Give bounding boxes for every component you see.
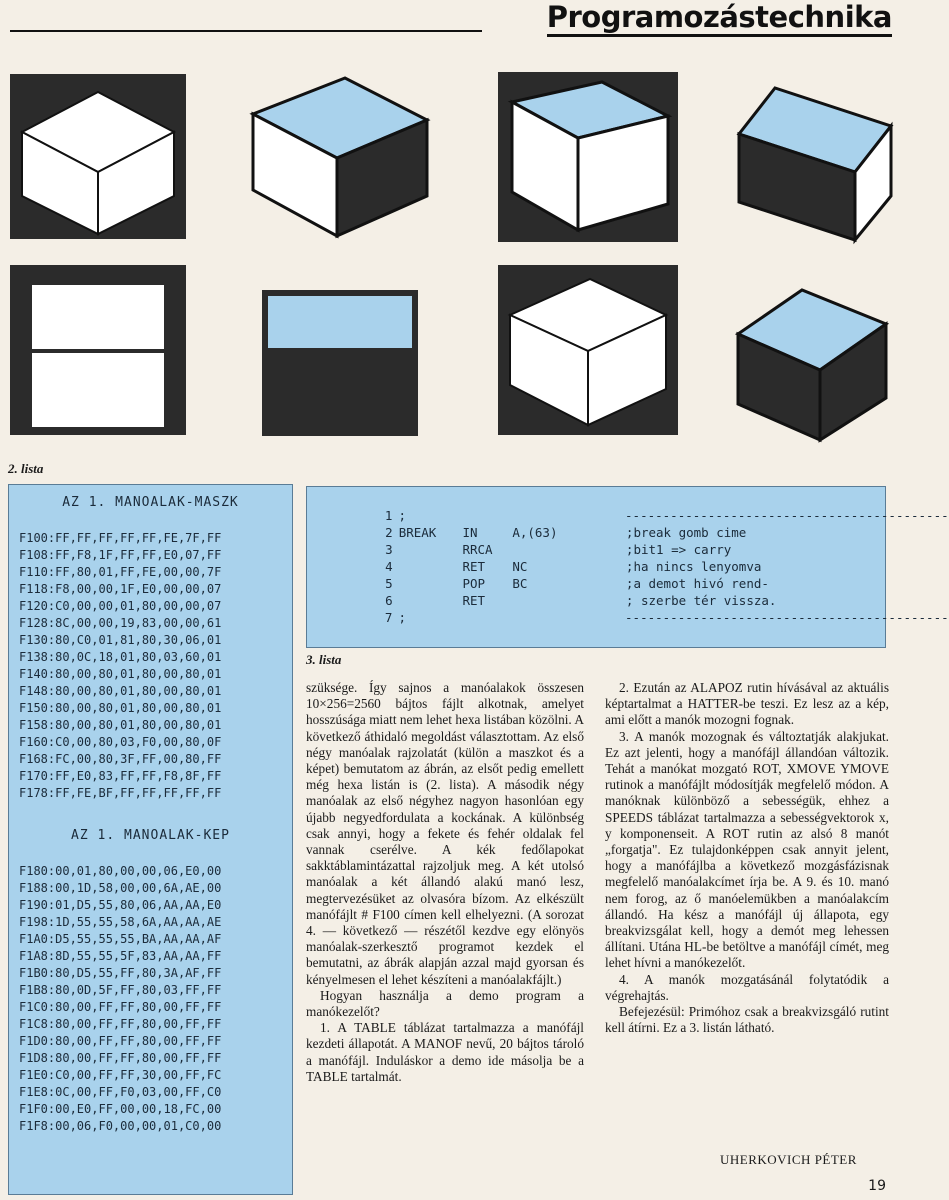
listing-arg: NC xyxy=(512,559,528,574)
listing-op xyxy=(462,609,512,626)
paragraph: 4. A manók mozgatásánál folytatódik a végrehajtás. xyxy=(605,971,889,1003)
paragraph: 2. Ezután az ALAPOZ rutin hívásával az aktuális képtartalmat a HATTER-be teszi. Ez lesz az a kép, ami előtt a manók mozogni fognak. xyxy=(605,680,889,728)
listing-row xyxy=(307,575,885,592)
hex-line: F190:01,D5,55,80,06,AA,AA,E0 xyxy=(19,898,222,912)
hex-line: F1D8:80,00,FF,FF,80,00,FF,FF xyxy=(19,1051,222,1065)
listing-row xyxy=(307,558,885,575)
listing-comment: ;bit1 => carry xyxy=(625,542,732,557)
listing-comment: ------------------------------------------- xyxy=(625,508,949,523)
mask-title: AZ 1. MANOALAK-MASZK xyxy=(62,495,239,510)
author-signature: UHERKOVICH PÉTER xyxy=(720,1152,857,1167)
section-title: Programozástechnika xyxy=(547,0,892,37)
listing-n: 5 xyxy=(385,576,393,591)
cube-figure-6 xyxy=(262,290,418,436)
listing-comment: ------------------------------------------- xyxy=(625,610,949,625)
listing-arg xyxy=(512,541,626,558)
listing-label xyxy=(399,558,463,575)
hex-line: F138:80,0C,18,01,80,03,60,01 xyxy=(19,650,222,664)
hex-line: F1E8:0C,00,FF,F0,03,00,FF,C0 xyxy=(19,1085,222,1099)
hex-line: F120:C0,00,00,01,80,00,00,07 xyxy=(19,599,222,613)
assembly-listing-box xyxy=(306,486,949,648)
hex-line: F140:80,00,80,01,80,00,80,01 xyxy=(19,667,222,681)
hex-line: F110:FF,80,01,FF,FE,00,00,7F xyxy=(19,565,222,579)
cube-figure-1 xyxy=(10,74,186,239)
hex-line: F1F0:00,E0,FF,00,00,18,FC,00 xyxy=(19,1102,222,1116)
listing-arg xyxy=(512,592,626,609)
listing-label: ; xyxy=(398,508,406,523)
hex-line: F108:FF,F8,1F,FF,FF,E0,07,FF xyxy=(19,548,222,562)
hex-line: F1B8:80,0D,5F,FF,80,03,FF,FF xyxy=(19,983,222,997)
hex-line: F1F8:00,06,F0,00,00,01,C0,00 xyxy=(19,1119,222,1133)
listing-op: RET xyxy=(462,559,486,574)
hex-line: F148:80,00,80,01,80,00,80,01 xyxy=(19,684,222,698)
hex-line: F128:8C,00,00,19,83,00,00,61 xyxy=(19,616,222,630)
hex-line: F188:00,1D,58,00,00,6A,AE,00 xyxy=(19,881,222,895)
listing-comment: ;a demot hivó rend- xyxy=(625,576,769,591)
listing-label xyxy=(399,575,463,592)
listing-row xyxy=(307,609,949,626)
listing-n: 3 xyxy=(385,542,393,557)
listing-label xyxy=(399,541,463,558)
listing-n: 6 xyxy=(385,593,393,608)
header-rule xyxy=(10,30,482,32)
page-number: 19 xyxy=(868,1178,886,1194)
cube-figure-2 xyxy=(245,72,435,242)
hex-line: F150:80,00,80,01,80,00,80,01 xyxy=(19,701,222,715)
listing-row xyxy=(307,592,885,609)
listing-row xyxy=(307,541,885,558)
listing-op: IN xyxy=(462,525,478,540)
listing-op: RRCA xyxy=(462,542,493,557)
listing-label: BREAK xyxy=(398,525,437,540)
hex-line: F158:80,00,80,01,80,00,80,01 xyxy=(19,718,222,732)
paragraph: 1. A TABLE táblázat tartalmazza a manófájl kezdeti állapotát. A MANOF nevű, 20 bájtos tároló a manófájl. Induláskor a demo ide másolja be a TABLE tartalmát. xyxy=(306,1020,584,1084)
hex-line: F1E0:C0,00,FF,FF,30,00,FF,FC xyxy=(19,1068,222,1082)
listing-row xyxy=(307,524,885,541)
listing-n: 4 xyxy=(385,559,393,574)
hex-line: F198:1D,55,55,58,6A,AA,AA,AE xyxy=(19,915,222,929)
listing-op: RET xyxy=(462,593,486,608)
hex-line: F118:F8,00,00,1F,E0,00,00,07 xyxy=(19,582,222,596)
listing-comment: ; szerbe tér vissza. xyxy=(625,593,777,608)
cube-figure-4 xyxy=(735,84,895,244)
listing-op xyxy=(462,507,512,524)
listing-label xyxy=(399,592,463,609)
listing-arg xyxy=(512,609,625,626)
listing-comment: ;ha nincs lenyomva xyxy=(625,559,762,574)
mask-listing-box xyxy=(8,484,293,1195)
listing-n: 2 xyxy=(385,525,393,540)
image-lines xyxy=(9,863,292,1135)
cube-figure-5 xyxy=(10,265,186,435)
hex-line: F1B0:80,D5,55,FF,80,3A,AF,FF xyxy=(19,966,222,980)
listing-arg: BC xyxy=(512,576,528,591)
hex-line: F1D0:80,00,FF,FF,80,00,FF,FF xyxy=(19,1034,222,1048)
hex-line: F1C0:80,00,FF,FF,80,00,FF,FF xyxy=(19,1000,222,1014)
listing-arg xyxy=(512,507,625,524)
listing-arg: A,(63) xyxy=(512,525,558,540)
mask-lines xyxy=(9,530,292,802)
listing-row xyxy=(307,507,949,524)
paragraph: szüksége. Így sajnos a manóalakok összesen 10×256=2560 bájtos fájlt alkotnak, amelyet hosszúsága miatt nem lehet hexa listában közölni. A következő áthidaló megoldást választottam. Az első négy manóalak rajzolatát (külön a maszkot és a képet) bemutatom az ábrán, az elsőt pedig emellett még hexa listán is (2. lista). A második négy manóalak az első négyhez nagyon hasonlóan egy újabb negyedfordulata a kockának. A különbség csak annyi, hogy a fekete és fehér oldalak fel vannak cserélve. A kék fedőlapokat sakktáblamintázattal rajzoljuk meg. A két utolsó manóalak a két állandó alakú manó lesz, megtervezésüket az olvasóra bízom. Az elkészült manófájlt # F100 címen kell elhelyezni. (A sorozat 4. — következő — részétől kezdve egy elönyös manóalak-szerkesztő programot kezdek el bemutatni, az ábrák alapján azzal majd gyorsan és kényelmesen el lehet készíteni a manóalakfájlt.) xyxy=(306,680,584,987)
hex-line: F180:00,01,80,00,00,06,E0,00 xyxy=(19,864,222,878)
listing-op: POP xyxy=(462,576,486,591)
hex-line: F170:FF,E0,83,FF,FF,F8,8F,FF xyxy=(19,769,222,783)
listing-caption: 3. lista xyxy=(306,652,342,667)
paragraph: 3. A manók mozognak és változtatják alakjukat. Ez azt jelenti, hogy a manófájl állandóan változik. Tehát a manókat mozgató ROT, XMOVE YMOVE rutinok a manófájlt módosítják megfelelő módon. A manóknak különböző a sebességük, ehhez a SPEEDS táblázat tartalmazza a sebességvektorok x, y komponenseit. A ROT rutin az alsó 8 manót „forgatja". Ez tulajdonképpen csak annyit jelent, hogy a manófájlba a következő mozgásfázisnak megfelelő manóalakcímet írja be. A 9. és 10. manó nem forog, az ő manóelemükben a manóalakcím állandó. Ha kész a manófájl új állapota, egy breakvizsgálat kell, hogy a demót meg lehessen állítani. Utána HL-be betöltve a manófájl címét, meg lehet hívni a manókezelőt. xyxy=(605,728,889,971)
figure-caption: 2. lista xyxy=(8,461,44,476)
article-column-right xyxy=(605,680,889,1036)
hex-line: F130:80,C0,01,81,80,30,06,01 xyxy=(19,633,222,647)
image-title: AZ 1. MANOALAK-KEP xyxy=(71,828,230,843)
hex-line: F168:FC,00,80,3F,FF,00,80,FF xyxy=(19,752,222,766)
hex-line: F1A0:D5,55,55,55,BA,AA,AA,AF xyxy=(19,932,222,946)
paragraph: Befejezésül: Primóhoz csak a breakvizsgáló rutint kell átírni. Ez a 3. listán látható. xyxy=(605,1004,889,1036)
hex-line: F100:FF,FF,FF,FF,FF,FE,7F,FF xyxy=(19,531,222,545)
article-column-middle xyxy=(306,680,584,1085)
cube-figure-3 xyxy=(498,72,678,242)
hex-line: F160:C0,00,80,03,F0,00,80,0F xyxy=(19,735,222,749)
hex-line: F1A8:8D,55,55,5F,83,AA,AA,FF xyxy=(19,949,222,963)
listing-comment: ;break gomb cime xyxy=(625,525,747,540)
listing-n: 1 xyxy=(384,508,393,523)
assembly-rows xyxy=(307,507,949,626)
hex-line: F1C8:80,00,FF,FF,80,00,FF,FF xyxy=(19,1017,222,1031)
cube-figure-7 xyxy=(498,265,678,435)
listing-label: ; xyxy=(398,610,406,625)
hex-line: F178:FF,FE,BF,FF,FF,FF,FF,FF xyxy=(19,786,222,800)
listing-n: 7 xyxy=(384,610,393,625)
cube-figure-8 xyxy=(732,284,892,444)
paragraph: Hogyan használja a demo program a manókezelőt? xyxy=(306,987,584,1020)
